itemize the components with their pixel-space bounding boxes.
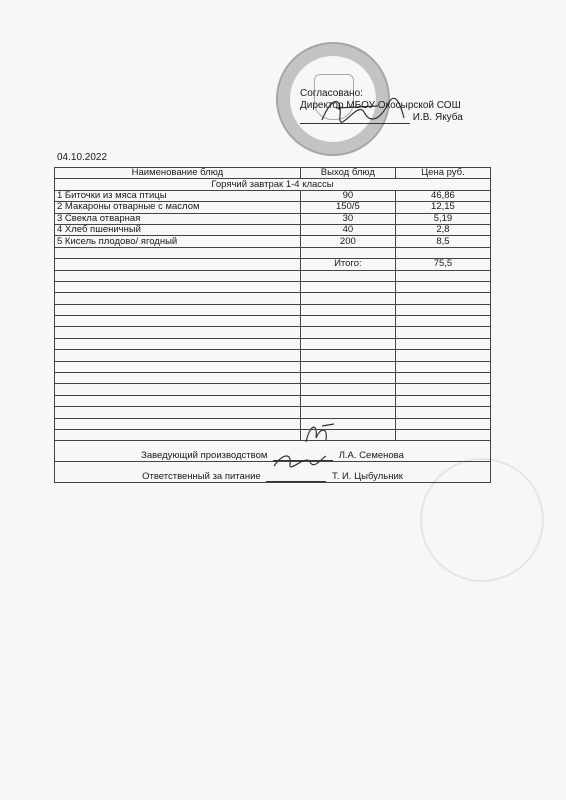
empty-row: [55, 395, 491, 406]
dish-price: 8,5: [395, 236, 490, 247]
empty-row: [55, 316, 491, 327]
table-row: [55, 213, 491, 224]
empty-row: [55, 407, 491, 418]
responsible-signature: [270, 448, 330, 474]
table-row: [55, 224, 491, 235]
empty-row: [55, 361, 491, 372]
table-row: [55, 236, 491, 247]
dish-yield: 150/5: [300, 202, 395, 213]
empty-row: [55, 350, 491, 361]
total-label: Итого:: [300, 259, 395, 270]
header-yield: Выход блюд: [300, 168, 395, 179]
empty-row: [55, 418, 491, 429]
document-date: 04.10.2022: [57, 152, 108, 163]
empty-row: [55, 338, 491, 349]
dish-name: 1 Биточки из мяса птицы: [55, 190, 301, 201]
approval-director-name: И.В. Якуба: [412, 112, 463, 123]
section-row: [55, 179, 491, 190]
empty-row: [55, 293, 491, 304]
director-sign-line: [300, 114, 410, 124]
section-title: Горячий завтрак 1-4 классы: [55, 179, 491, 190]
dish-name: 4 Хлеб пшеничный: [55, 224, 301, 235]
manager-signature: [300, 420, 340, 448]
dish-price: 12,15: [395, 202, 490, 213]
menu-table: [54, 167, 491, 483]
dish-price: 46,86: [395, 190, 490, 201]
manager-name: Л.А. Семенова: [338, 450, 404, 462]
dish-yield: 90: [300, 190, 395, 201]
dish-name: 2 Макароны отварные с маслом: [55, 202, 301, 213]
empty-row: [55, 281, 491, 292]
total-row: [55, 259, 491, 270]
approval-director: Директор МБОУ Окосырской СОШ: [300, 100, 461, 111]
empty-row: [55, 304, 491, 315]
header-dish-name: Наименование блюд: [55, 168, 301, 179]
dish-price: 5,19: [395, 213, 490, 224]
dish-yield: 200: [300, 236, 395, 247]
responsible-label: Ответственный за питание: [142, 471, 261, 483]
dish-name: 3 Свекла отварная: [55, 213, 301, 224]
header-price: Цена руб.: [395, 168, 490, 179]
dish-name: 5 Кисель плодово/ ягодный: [55, 236, 301, 247]
empty-row: [55, 270, 491, 281]
dish-yield: 40: [300, 224, 395, 235]
empty-row: [55, 327, 491, 338]
approval-title: Согласовано:: [300, 88, 363, 99]
empty-row: [55, 247, 491, 258]
total-value: 75,5: [395, 259, 490, 270]
dish-yield: 30: [300, 213, 395, 224]
empty-row: [55, 373, 491, 384]
empty-row: [55, 429, 491, 440]
manager-label: Заведующий производством: [141, 450, 268, 462]
table-row: [55, 190, 491, 201]
dish-price: 2,8: [395, 224, 490, 235]
approval-block: [300, 88, 463, 124]
table-row: [55, 202, 491, 213]
table-header-row: [55, 168, 491, 179]
empty-row: [55, 384, 491, 395]
responsible-name: Т. И. Цыбульник: [331, 471, 403, 483]
